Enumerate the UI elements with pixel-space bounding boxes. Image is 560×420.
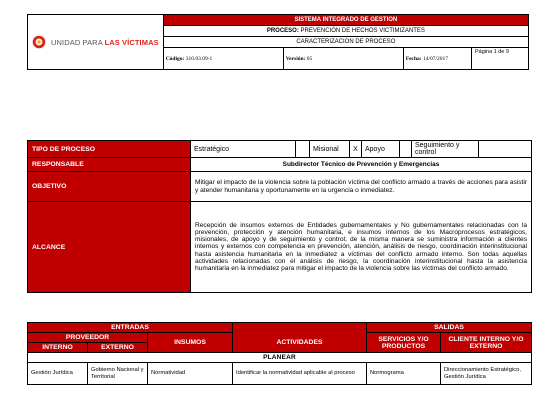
tipo-misional: Misional	[310, 141, 350, 158]
characterization-title: CARACTERIZACION DE PROCESO	[163, 37, 528, 48]
tipo-apoyo-box	[400, 141, 412, 158]
logo-cell	[28, 15, 164, 70]
inputs-outputs-table	[27, 322, 532, 385]
process-name: PROCESO: PREVENCIÓN DE HECHOS VICTIMIZANTES	[163, 26, 528, 37]
row-producto: Normograma	[367, 363, 441, 385]
interno-header: INTERNO	[28, 343, 88, 353]
insumos-header: INSUMOS	[148, 333, 233, 353]
cliente-header: CLIENTE INTERNO Y/O EXTERNO	[441, 333, 532, 353]
row-insumos: Normatividad	[148, 363, 233, 385]
tipo-estrategico: Estratégico	[191, 141, 296, 158]
tipo-estrategico-box	[296, 141, 310, 158]
stage-planear: PLANEAR	[28, 353, 532, 363]
tipo-seguimiento-box	[479, 141, 532, 158]
tipo-label: TIPO DE PROCESO	[28, 141, 191, 158]
row-interno: Gestión Jurídica	[28, 363, 88, 385]
code-field: Código: 310.03.09-1	[163, 48, 283, 70]
tipo-misional-mark: X	[350, 141, 362, 158]
row-externo: Gobierno Nacional y Territorial	[88, 363, 148, 385]
objetivo-value: Mitigar el impacto de la violencia sobre la población víctima del conflicto armado a través de acciones para asistir y atender humanitaria y oportunamente en la urgencia o inmediatez.	[191, 172, 532, 202]
salidas-header: SALIDAS	[367, 323, 532, 333]
row-actividad: Identificar la normatividad aplicable al proceso	[233, 363, 367, 385]
organization-logo	[32, 35, 159, 49]
row-cliente: Direccionamiento Estratégico, Gestión Jurídica	[441, 363, 532, 385]
tipo-seguimiento: Seguimiento y control	[412, 141, 479, 158]
document-header	[27, 14, 529, 70]
table-row	[28, 363, 532, 385]
emblem-icon	[32, 35, 46, 49]
objetivo-label: OBJETIVO	[28, 172, 191, 202]
alcance-value: Recepción de insumos externos de Entidades gubernamentales y No gubernamentales relacionadas con la prevención, protección y atención humanitaria, e insumos internos de los Macroprocesos estratégicos, misionales, de apoyo y de seguimiento y control; de la misma manera se suministra información a clientes internos y externos con competencia en prevención, atención, análisis de riesgo, coordinación interinstitucional hasta asistencia humanitaria en la inmediatez a víctimas del conflicto armado interno. Son todas aquellas actividades relacionadas con el análisis de riesgo, la coordinación interinstitucional hasta la asistencia humanitaria en la inmediatez para mitigar el impacto de la violencia sobre las víctimas del conflicto armado.	[191, 202, 532, 293]
responsable-value: Subdirector Técnico de Prevención y Emergencias	[191, 158, 532, 172]
logo-text: UNIDAD PARA LAS VÍCTIMAS	[51, 37, 159, 47]
proveedor-header: PROVEEDOR	[28, 333, 148, 343]
servicios-header: SERVICIOS Y/O PRODUCTOS	[367, 333, 441, 353]
process-info-table	[27, 140, 532, 293]
entradas-header: ENTRADAS	[28, 323, 233, 333]
tipo-apoyo: Apoyo	[362, 141, 400, 158]
responsable-label: RESPONSABLE	[28, 158, 191, 172]
date-page-field: Fecha: 14/07/2017 Página 1 de 9	[403, 48, 528, 70]
externo-header: EXTERNO	[88, 343, 148, 353]
actividades-header: ACTIVIDADES	[233, 333, 367, 353]
page-number: Página 1 de 9	[471, 48, 526, 69]
actividades-spacer	[233, 323, 367, 333]
system-title: SISTEMA INTEGRADO DE GESTION	[163, 15, 528, 26]
version-field: Versión: 05	[283, 48, 403, 70]
alcance-label: ALCANCE	[28, 202, 191, 293]
